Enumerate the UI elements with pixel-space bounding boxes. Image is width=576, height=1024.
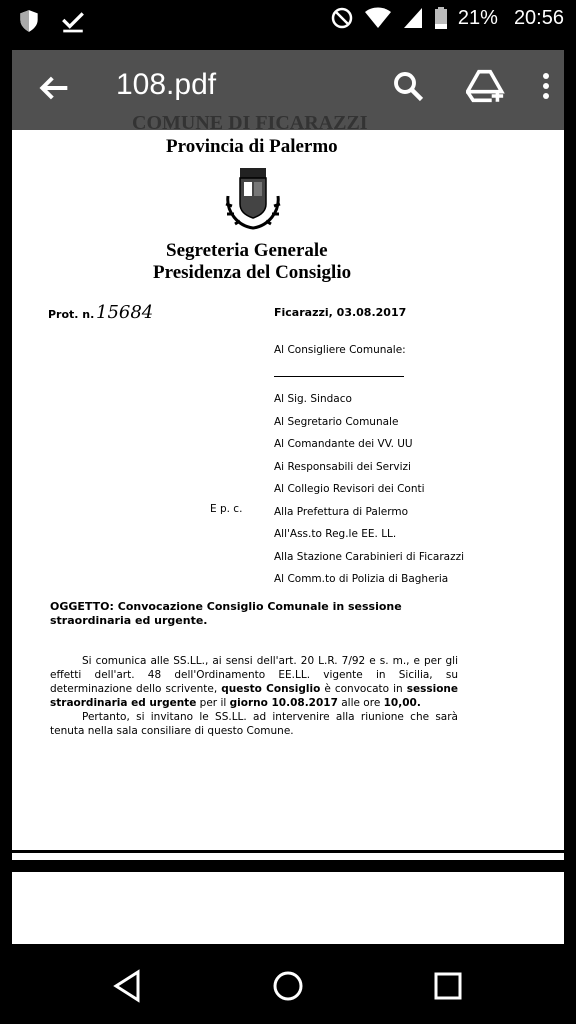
protocol-label: Prot. n. [48,308,95,321]
page-bottom-rule [12,850,564,853]
p1-text-g: alle ore [337,697,384,709]
status-right [330,6,564,30]
recipient-item: Al Collegio Revisori dei Conti [274,483,425,495]
recipient-item: Alla Prefettura di Palermo [274,505,408,518]
battery-icon [434,6,448,30]
recipient-item: Al Sig. Sindaco [274,393,352,405]
p1-bold-council: questo Consiglio [221,683,321,695]
back-icon[interactable] [108,966,148,1006]
wifi-icon [364,6,392,30]
municipality-header: COMUNE DI FICARAZZI [132,112,368,134]
office-line-2: Presidenza del Consiglio [153,262,352,283]
recipient-item: All'Ass.to Reg.le EE. LL. [274,528,397,540]
subject-line: OGGETTO: Convocazione Consiglio Comunale in sessione straordinaria ed urgente. [50,600,402,627]
pdf-page [12,112,564,860]
recipient-item: Al Comandante dei VV. UU [274,438,413,450]
status-left [16,8,86,34]
check-icon [60,8,86,34]
recipient-item: Al Segretario Comunale [274,415,399,428]
back-arrow-icon[interactable] [34,68,74,108]
body-text [50,654,458,738]
recipients-header: Al Consigliere Comunale: [274,344,406,356]
clock: 20:56 [513,6,564,29]
search-icon[interactable] [390,68,426,104]
p1-text-a: Si comunica alle SS.LL., ai sensi dell'art. 20 L.R. 7/92 e s. m., e per gli effetti dell'art. 48 dell'Ordinamento EE.LL. vigente in Sicilia, su determinazione dello scrivente, [50,655,458,695]
per-conoscenza-label: E p. c. [210,503,243,515]
status-bar [0,0,576,40]
paragraph-1 [50,654,458,710]
document-title: 108.pdf [116,68,217,101]
coat-of-arms-logo [218,166,288,236]
recipient-item: Alla Stazione Carabinieri di Ficarazzi [274,550,465,563]
province-heading: Provincia di Palermo [166,136,338,157]
drive-add-icon[interactable] [466,68,506,104]
recents-icon[interactable] [428,966,468,1006]
pdf-page-next [12,872,564,948]
do-not-disturb-icon [330,6,354,30]
more-vert-icon[interactable] [536,68,556,104]
recipients-list [274,388,464,591]
p1-text-e: per il [196,697,230,709]
office-line-1: Segreteria Generale [166,240,328,261]
p1-bold-time: 10,00. [383,697,421,709]
navigation-bar [0,944,576,1024]
protocol-number: 15684 [96,302,154,323]
p1-bold-date: giorno 10.08.2017 [229,697,338,709]
p1-text-c: è convocato in [320,683,407,695]
blank-line-rule [274,376,404,377]
p1-bold-session: sessione straordinaria ed urgente [50,683,458,709]
recipient-item: Ai Responsabili dei Servizi [274,460,411,473]
signal-icon [402,6,424,30]
recipient-item: Al Comm.to di Polizia di Bagheria [274,573,449,585]
home-icon[interactable] [268,966,308,1006]
shield-icon [16,8,42,34]
paragraph-2: Pertanto, si invitano le SS.LL. ad intervenire alla riunione che sarà tenuta nella sala consiliare di questo Comune. [50,711,458,737]
date-line: Ficarazzi, 03.08.2017 [274,306,407,319]
battery-percent: 21% [457,6,498,29]
